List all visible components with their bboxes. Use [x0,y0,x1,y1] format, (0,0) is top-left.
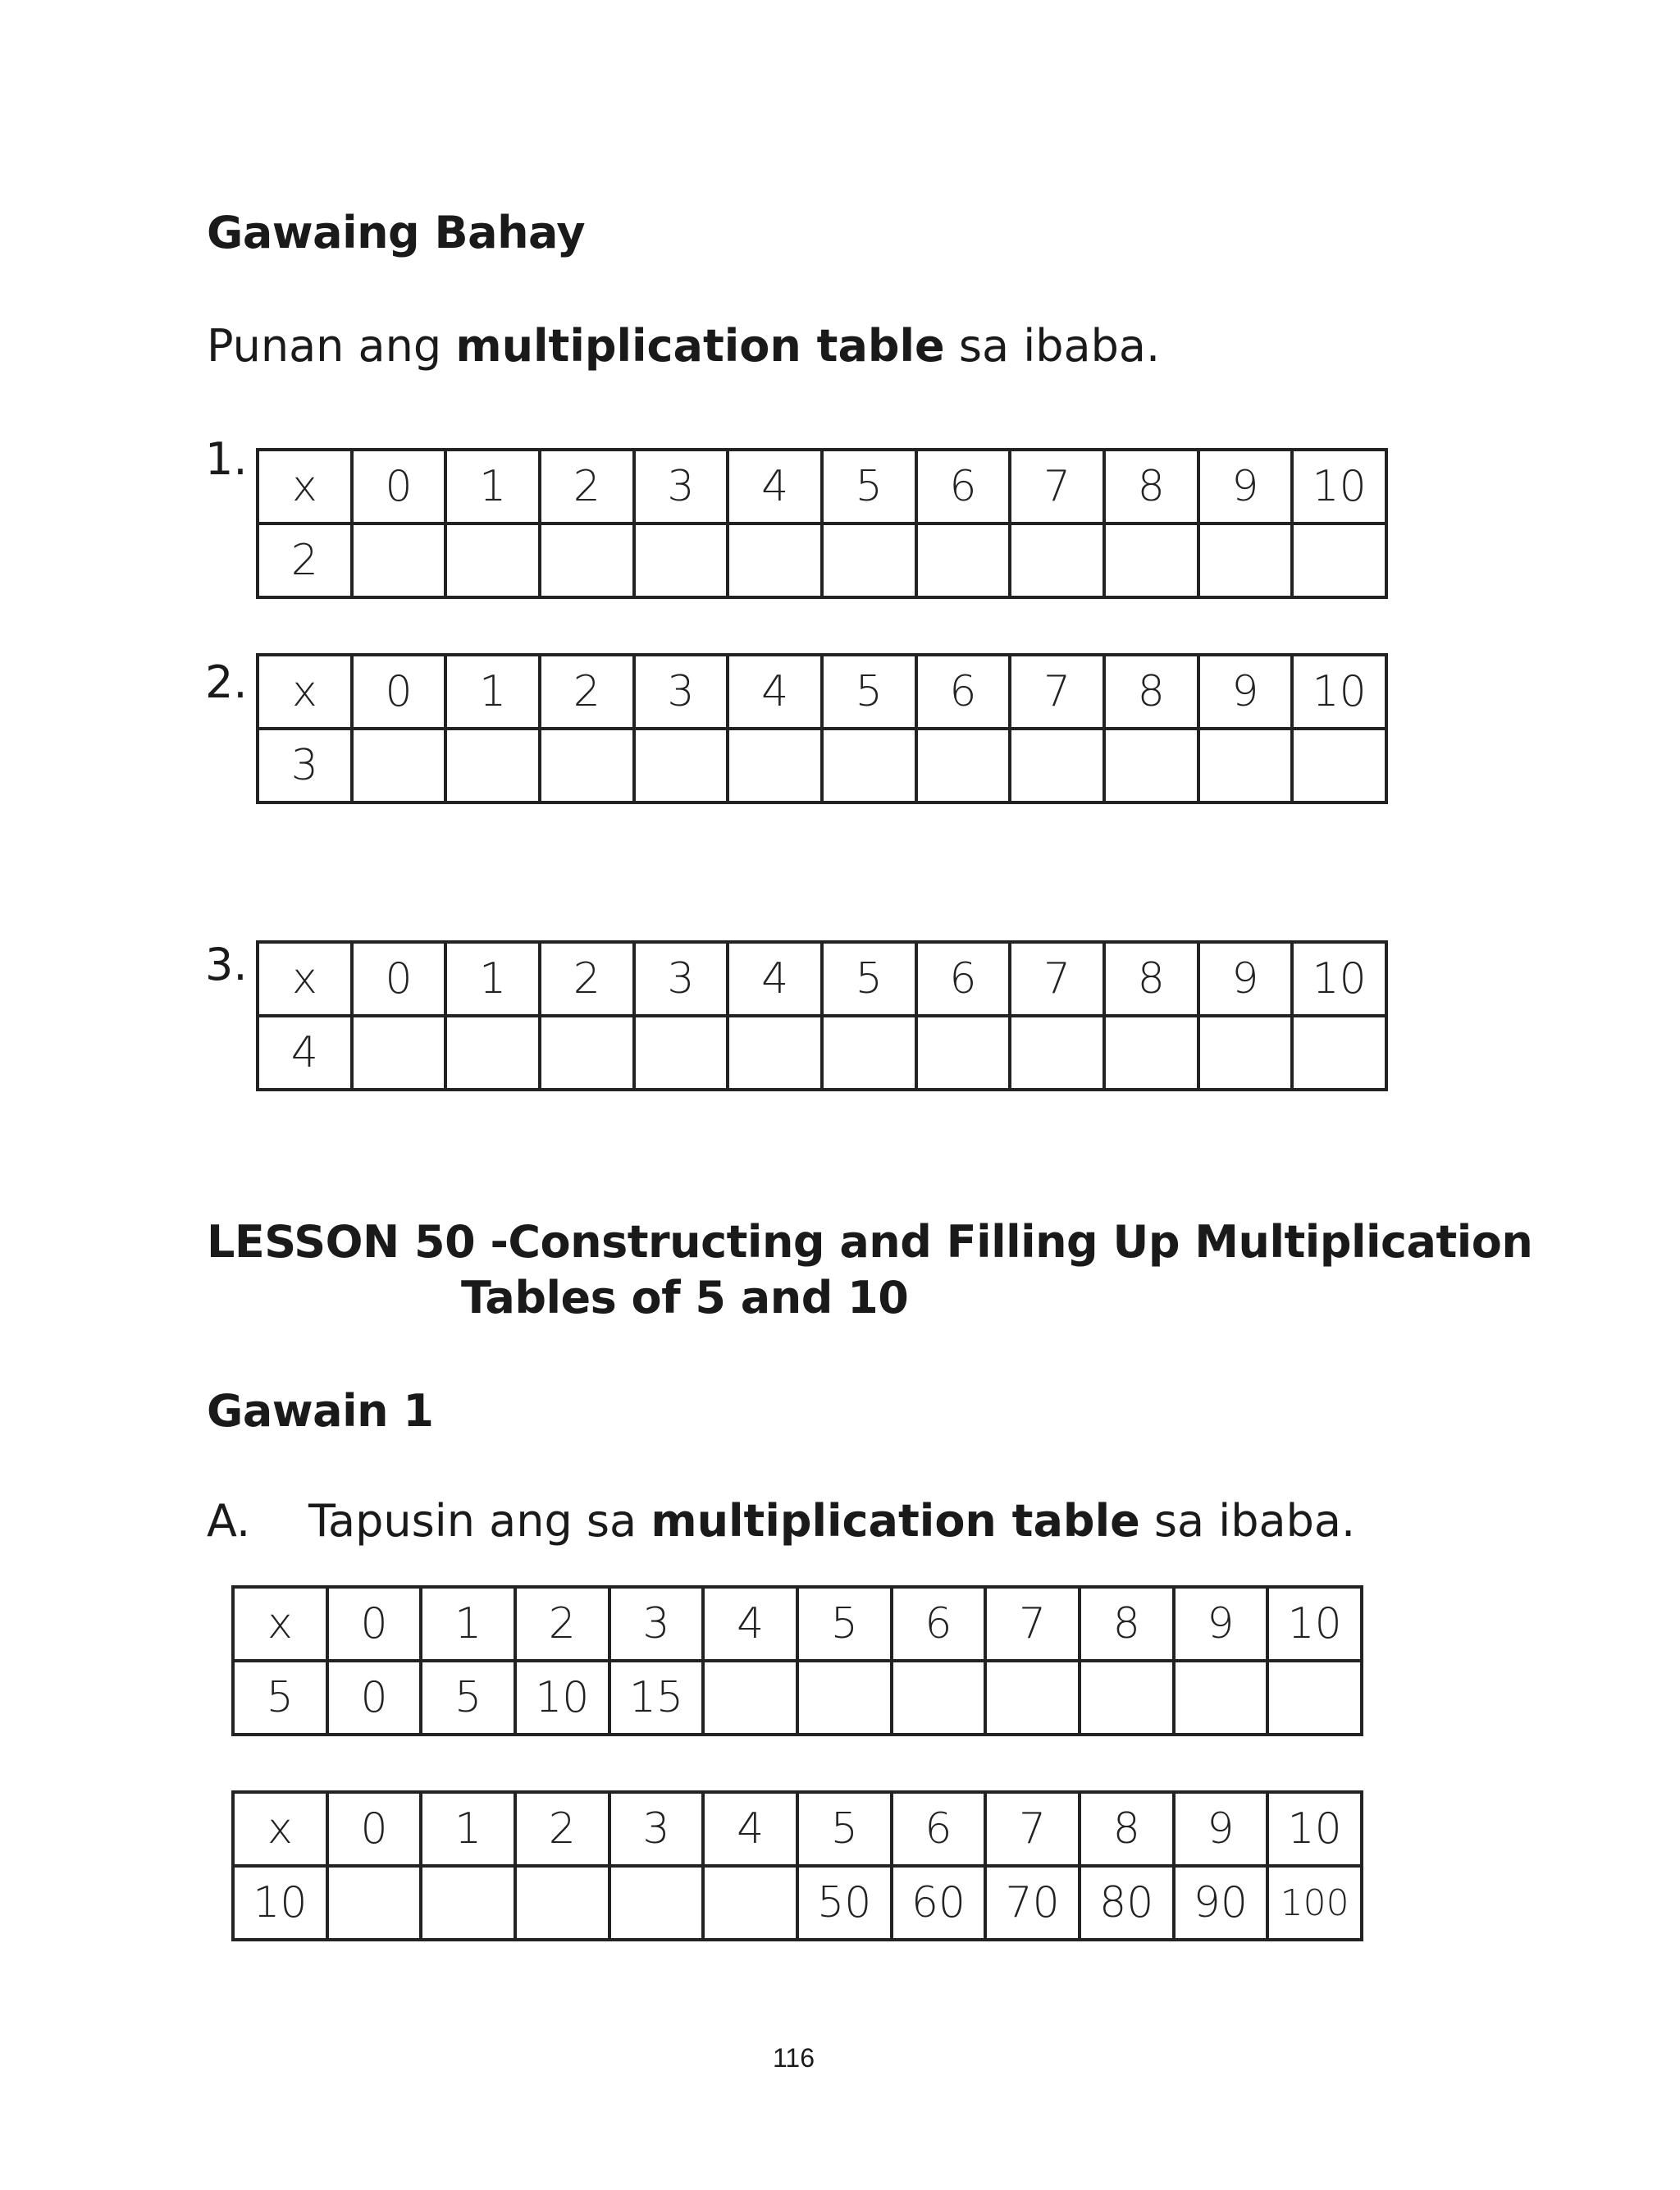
header-cell: 3 [634,655,728,729]
header-cell: 3 [609,1587,704,1661]
answer-cell[interactable] [916,729,1011,802]
header-cell: 5 [822,450,916,523]
table-answer-row [258,523,1386,597]
header-cell: 0 [352,942,446,1016]
answer-cell: 80 [1080,1866,1174,1940]
header-cell: 7 [985,1792,1080,1866]
answer-cell[interactable] [822,729,916,802]
answer-cell: 60 [892,1866,986,1940]
header-cell: 4 [703,1587,797,1661]
header-cell: 5 [822,655,916,729]
header-cell: 6 [916,942,1011,1016]
answer-cell[interactable] [728,729,822,802]
multiplication-table-1 [256,448,1388,599]
table-header-row [233,1792,1362,1866]
answer-cell[interactable] [1198,729,1293,802]
header-cell: 9 [1174,1792,1268,1866]
answer-cell[interactable] [445,729,540,802]
header-cell: 9 [1174,1587,1268,1661]
multiplier-cell: 2 [258,523,352,597]
header-cell: 4 [728,655,822,729]
table-number-2: 2. [205,656,248,708]
activity-letter: A. [207,1495,251,1547]
header-cell: 1 [445,942,540,1016]
multiplication-table-10 [231,1790,1363,1941]
header-cell: 7 [985,1587,1080,1661]
operator-cell: x [258,655,352,729]
activity-instruction-pre: Tapusin ang sa [308,1495,651,1547]
answer-cell[interactable] [985,1661,1080,1735]
table-answer-row [258,729,1386,802]
header-cell: 5 [797,1792,892,1866]
header-cell: 4 [728,450,822,523]
header-cell: 8 [1080,1792,1174,1866]
page-number: 116 [773,2043,815,2073]
multiplier-cell: 5 [233,1661,327,1735]
header-cell: 9 [1198,942,1293,1016]
header-cell: 2 [515,1587,609,1661]
answer-cell: 0 [327,1661,422,1735]
homework-instruction-pre: Punan ang [207,320,456,372]
answer-cell[interactable] [892,1661,986,1735]
lesson-title-line2: Tables of 5 and 10 [461,1272,909,1324]
activity-instruction-bold: multiplication table [651,1495,1140,1547]
header-cell: 10 [1292,655,1386,729]
header-cell: 8 [1104,942,1198,1016]
answer-cell[interactable] [634,729,728,802]
answer-cell[interactable] [703,1661,797,1735]
answer-cell: 100 [1267,1866,1362,1940]
table-answer-row [258,1016,1386,1090]
header-cell: 2 [540,655,634,729]
answer-cell[interactable] [728,523,822,597]
activity-title: Gawain 1 [207,1385,434,1437]
answer-cell[interactable] [1198,523,1293,597]
header-cell: 0 [327,1792,422,1866]
answer-cell[interactable] [515,1866,609,1940]
answer-cell[interactable] [1198,1016,1293,1090]
header-cell: 0 [352,450,446,523]
answer-cell[interactable] [445,523,540,597]
answer-cell[interactable] [445,1016,540,1090]
multiplication-table-3 [256,940,1388,1091]
header-cell: 7 [1010,942,1104,1016]
answer-cell: 10 [515,1661,609,1735]
answer-cell[interactable] [352,729,446,802]
homework-instruction-post: sa ibaba. [944,320,1161,372]
answer-cell: 5 [421,1661,515,1735]
header-cell: 10 [1292,942,1386,1016]
header-cell: 0 [327,1587,422,1661]
operator-cell: x [258,450,352,523]
answer-cell[interactable] [1010,1016,1104,1090]
table-answer-row [233,1866,1362,1940]
answer-cell[interactable] [1010,523,1104,597]
table-header-row [258,942,1386,1016]
header-cell: 7 [1010,655,1104,729]
table-number-3: 3. [205,939,248,990]
answer-cell[interactable] [1104,729,1198,802]
header-cell: 6 [916,655,1011,729]
activity-instruction [308,1495,1355,1547]
multiplication-table-5 [231,1585,1363,1736]
answer-cell[interactable] [609,1866,704,1940]
answer-cell[interactable] [540,1016,634,1090]
header-cell: 6 [892,1587,986,1661]
answer-cell: 15 [609,1661,704,1735]
activity-instruction-post: sa ibaba. [1139,1495,1356,1547]
answer-cell[interactable] [1292,729,1386,802]
header-cell: 5 [797,1587,892,1661]
answer-cell[interactable] [634,1016,728,1090]
header-cell: 3 [609,1792,704,1866]
operator-cell: x [233,1792,327,1866]
answer-cell[interactable] [822,1016,916,1090]
answer-cell[interactable] [1010,729,1104,802]
header-cell: 1 [421,1792,515,1866]
homework-title: Gawaing Bahay [207,207,586,258]
answer-cell[interactable] [540,729,634,802]
header-cell: 9 [1198,655,1293,729]
header-cell: 3 [634,450,728,523]
answer-cell[interactable] [703,1866,797,1940]
header-cell: 3 [634,942,728,1016]
multiplication-table-2 [256,653,1388,804]
answer-cell[interactable] [352,523,446,597]
operator-cell: x [258,942,352,1016]
answer-cell[interactable] [1104,523,1198,597]
header-cell: 7 [1010,450,1104,523]
header-cell: 4 [703,1792,797,1866]
header-cell: 1 [445,450,540,523]
homework-instruction [207,320,1160,372]
lesson-title-line1: LESSON 50 -Constructing and Filling Up Multiplication [207,1216,1533,1268]
header-cell: 4 [728,942,822,1016]
multiplier-cell: 3 [258,729,352,802]
answer-cell: 70 [985,1866,1080,1940]
header-cell: 10 [1292,450,1386,523]
header-cell: 1 [421,1587,515,1661]
answer-cell[interactable] [728,1016,822,1090]
header-cell: 5 [822,942,916,1016]
answer-cell[interactable] [540,523,634,597]
table-header-row [258,450,1386,523]
homework-instruction-bold: multiplication table [455,320,945,372]
answer-cell[interactable] [421,1866,515,1940]
answer-cell[interactable] [916,523,1011,597]
answer-cell[interactable] [797,1661,892,1735]
operator-cell: x [233,1587,327,1661]
multiplier-cell: 4 [258,1016,352,1090]
answer-cell: 50 [797,1866,892,1940]
answer-cell[interactable] [327,1866,422,1940]
answer-cell[interactable] [1104,1016,1198,1090]
header-cell: 10 [1267,1587,1362,1661]
answer-cell: 90 [1174,1866,1268,1940]
answer-cell[interactable] [634,523,728,597]
header-cell: 8 [1080,1587,1174,1661]
table-header-row [233,1587,1362,1661]
header-cell: 8 [1104,450,1198,523]
answer-cell[interactable] [1267,1661,1362,1735]
header-cell: 6 [892,1792,986,1866]
header-cell: 8 [1104,655,1198,729]
answer-cell[interactable] [1292,523,1386,597]
multiplier-cell: 10 [233,1866,327,1940]
header-cell: 1 [445,655,540,729]
answer-cell[interactable] [1292,1016,1386,1090]
answer-cell[interactable] [916,1016,1011,1090]
header-cell: 6 [916,450,1011,523]
header-cell: 10 [1267,1792,1362,1866]
header-cell: 2 [540,942,634,1016]
header-cell: 9 [1198,450,1293,523]
header-cell: 2 [540,450,634,523]
table-number-1: 1. [205,433,248,485]
answer-cell[interactable] [1080,1661,1174,1735]
answer-cell[interactable] [822,523,916,597]
table-answer-row [233,1661,1362,1735]
header-cell: 0 [352,655,446,729]
answer-cell[interactable] [1174,1661,1268,1735]
table-header-row [258,655,1386,729]
header-cell: 2 [515,1792,609,1866]
answer-cell[interactable] [352,1016,446,1090]
